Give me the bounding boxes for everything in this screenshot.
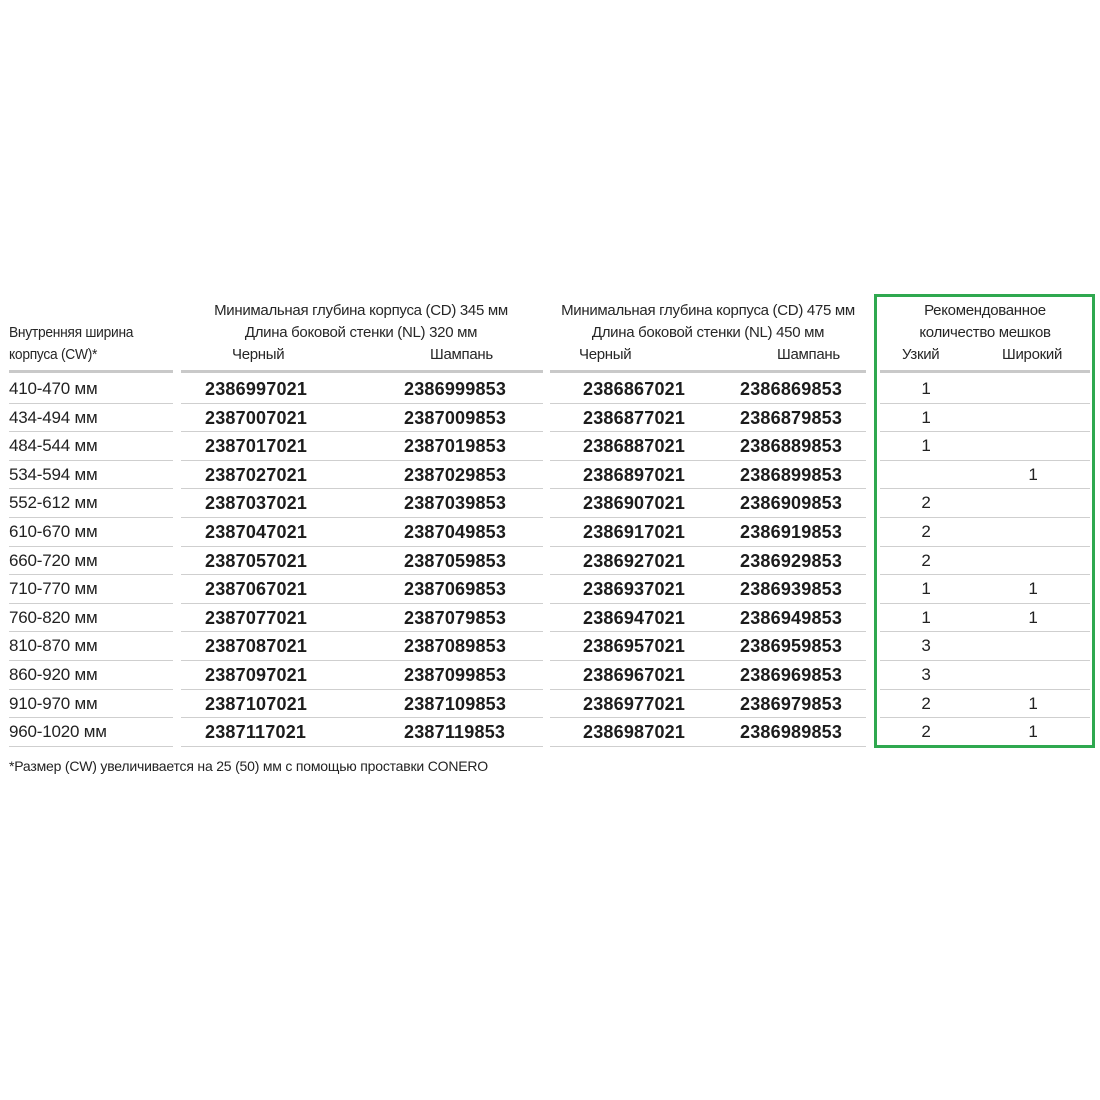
row-divider (9, 431, 173, 432)
row-divider (9, 689, 173, 690)
header-group2-black: Черный (579, 346, 632, 363)
cell-bags-wide: 1 (1028, 693, 1038, 713)
cell-bags-narrow: 1 (921, 379, 931, 398)
cell-group1-champagne: 2387049853 (404, 522, 507, 542)
row-divider (181, 488, 543, 489)
recommended-bags-highlight (874, 294, 1095, 748)
cell-group2-black: 2386887021 (583, 436, 686, 457)
row-divider (181, 546, 543, 547)
cell-bags-narrow: 1 (921, 579, 931, 599)
header-bags-wide: Широкий (1002, 346, 1063, 363)
header-rule-group2 (550, 370, 866, 373)
cell-group2-champagne: 2386969853 (740, 665, 843, 685)
cell-bags-wide: 1 (1028, 579, 1038, 599)
cell-group1-champagne: 2387099853 (404, 665, 507, 685)
cell-cw: 552-612 мм (9, 493, 98, 513)
cell-bags-wide: 1 (1028, 722, 1038, 742)
row-divider (550, 403, 866, 404)
header-bags-line1: Рекомендованное (924, 302, 1046, 319)
row-divider (550, 603, 866, 604)
cell-group2-black: 2386957021 (583, 636, 686, 657)
cell-group1-champagne: 2387069853 (404, 579, 507, 600)
row-divider (181, 689, 543, 690)
cell-group1-champagne: 2387059853 (404, 550, 507, 571)
cell-group1-black: 2387107021 (205, 693, 308, 714)
row-divider (9, 746, 173, 747)
cell-group1-black: 2387077021 (205, 607, 308, 628)
cell-bags-wide: 1 (1028, 464, 1038, 484)
cell-bags-narrow: 1 (921, 607, 931, 627)
cell-group2-champagne: 2386979853 (740, 693, 843, 714)
row-divider (181, 517, 543, 518)
row-divider (550, 717, 866, 718)
cell-bags-narrow: 2 (921, 693, 931, 713)
row-divider (9, 574, 173, 575)
cell-group1-black: 2387057021 (205, 550, 308, 571)
cell-cw: 434-494 мм (9, 407, 98, 427)
cell-group2-champagne: 2386879853 (740, 407, 843, 428)
cell-bags-narrow: 1 (921, 436, 931, 456)
cell-group2-black: 2386947021 (583, 607, 686, 628)
cell-group2-champagne: 2386919853 (740, 522, 843, 542)
cell-group2-black: 2386937021 (583, 579, 686, 600)
cell-cw: 410-470 мм (9, 379, 98, 398)
header-group2-line1: Минимальная глубина корпуса (CD) 475 мм (561, 302, 855, 319)
row-divider (9, 517, 173, 518)
row-divider (181, 574, 543, 575)
cell-group1-black: 2387007021 (205, 407, 308, 428)
cell-group1-champagne: 2387079853 (404, 607, 507, 628)
header-group1-line1: Минимальная глубина корпуса (CD) 345 мм (214, 302, 508, 319)
row-divider (550, 517, 866, 518)
cell-group2-champagne: 2386959853 (740, 636, 843, 657)
cell-bags-narrow: 2 (921, 722, 931, 742)
cell-group1-black: 2387087021 (205, 636, 308, 657)
cell-group2-black: 2386987021 (583, 722, 686, 743)
header-rule-group1 (181, 370, 543, 373)
cell-bags-narrow: 3 (921, 636, 931, 656)
cell-cw: 760-820 мм (9, 607, 98, 627)
header-group2-line2: Длина боковой стенки (NL) 450 мм (591, 324, 825, 341)
cell-group1-champagne: 2387029853 (404, 464, 507, 485)
cell-group2-black: 2386977021 (583, 693, 686, 714)
cell-bags-narrow: 3 (921, 665, 931, 684)
row-divider (9, 460, 173, 461)
cell-group2-black: 2386927021 (583, 550, 686, 571)
row-divider (181, 717, 543, 718)
cell-group1-black: 2387027021 (205, 464, 308, 485)
row-divider (550, 689, 866, 690)
cell-cw: 660-720 мм (9, 550, 98, 570)
row-divider (550, 488, 866, 489)
row-divider (181, 660, 543, 661)
row-divider (550, 574, 866, 575)
cell-group1-black: 2387037021 (205, 493, 308, 514)
cell-group1-black: 2387117021 (205, 722, 307, 743)
cell-group1-black: 2387097021 (205, 665, 308, 685)
header-group1-line2: Длина боковой стенки (NL) 320 мм (244, 324, 478, 341)
cell-group1-black: 2387017021 (205, 436, 308, 457)
cell-cw: 610-670 мм (9, 522, 98, 541)
cell-bags-narrow: 2 (921, 522, 931, 541)
cell-cw: 910-970 мм (9, 693, 98, 713)
header-bags-narrow: Узкий (902, 346, 940, 363)
cell-group1-black: 2386997021 (205, 379, 308, 399)
cell-group2-champagne: 2386989853 (740, 722, 843, 743)
cell-group2-champagne: 2386949853 (740, 607, 843, 628)
row-divider (550, 431, 866, 432)
row-divider (9, 546, 173, 547)
cell-group1-champagne: 2387089853 (404, 636, 507, 657)
header-rule-cw (9, 370, 173, 373)
row-divider (550, 660, 866, 661)
cell-group1-black: 2387067021 (205, 579, 308, 600)
row-divider (181, 631, 543, 632)
cell-bags-wide: 1 (1028, 607, 1038, 627)
header-cw-line2: корпуса (CW)* (9, 346, 98, 363)
row-divider (550, 546, 866, 547)
row-divider (9, 631, 173, 632)
cell-group1-champagne: 2387039853 (404, 493, 507, 514)
cell-group2-champagne: 2386939853 (740, 579, 843, 600)
cell-group2-black: 2386917021 (583, 522, 686, 542)
cell-group1-champagne: 2387009853 (404, 407, 507, 428)
row-divider (550, 746, 866, 747)
cell-group1-black: 2387047021 (205, 522, 308, 542)
cell-bags-narrow: 2 (921, 493, 931, 513)
cell-group2-champagne: 2386869853 (740, 379, 843, 399)
row-divider (9, 488, 173, 489)
row-divider (9, 660, 173, 661)
cell-group2-black: 2386897021 (583, 464, 686, 485)
row-divider (550, 631, 866, 632)
header-group2-champagne: Шампань (777, 346, 840, 363)
cell-group2-black: 2386907021 (583, 493, 686, 514)
cell-group2-black: 2386867021 (583, 379, 686, 399)
cell-group2-black: 2386877021 (583, 407, 686, 428)
cell-group1-champagne: 2386999853 (404, 379, 507, 399)
row-divider (181, 603, 543, 604)
row-divider (181, 746, 543, 747)
row-divider (181, 431, 543, 432)
cell-group2-champagne: 2386909853 (740, 493, 843, 514)
cell-group1-champagne: 2387019853 (404, 436, 507, 457)
header-group1-champagne: Шампань (430, 346, 493, 363)
cell-group2-champagne: 2386889853 (740, 436, 843, 457)
row-divider (550, 460, 866, 461)
row-divider (9, 403, 173, 404)
cell-cw: 534-594 мм (9, 464, 98, 484)
header-group1-black: Черный (232, 346, 285, 363)
cell-cw: 960-1020 мм (9, 722, 107, 742)
cell-group1-champagne: 2387119853 (404, 722, 506, 743)
cell-cw: 484-544 мм (9, 436, 98, 456)
cell-cw: 710-770 мм (9, 579, 98, 599)
row-divider (181, 403, 543, 404)
header-cw-line1: Внутренняя ширина (9, 324, 134, 341)
header-bags-line2: количество мешков (919, 324, 1051, 341)
cell-group2-champagne: 2386899853 (740, 464, 843, 485)
cell-cw: 860-920 мм (9, 665, 98, 684)
row-divider (9, 603, 173, 604)
cell-bags-narrow: 1 (921, 407, 931, 427)
cell-group2-black: 2386967021 (583, 665, 686, 685)
cell-bags-narrow: 2 (921, 550, 931, 570)
row-divider (181, 460, 543, 461)
cell-group2-champagne: 2386929853 (740, 550, 843, 571)
row-divider (9, 717, 173, 718)
footnote: *Размер (CW) увеличивается на 25 (50) мм с помощью проставки CONERO (9, 758, 488, 774)
cell-cw: 810-870 мм (9, 636, 98, 656)
cell-group1-champagne: 2387109853 (404, 693, 507, 714)
